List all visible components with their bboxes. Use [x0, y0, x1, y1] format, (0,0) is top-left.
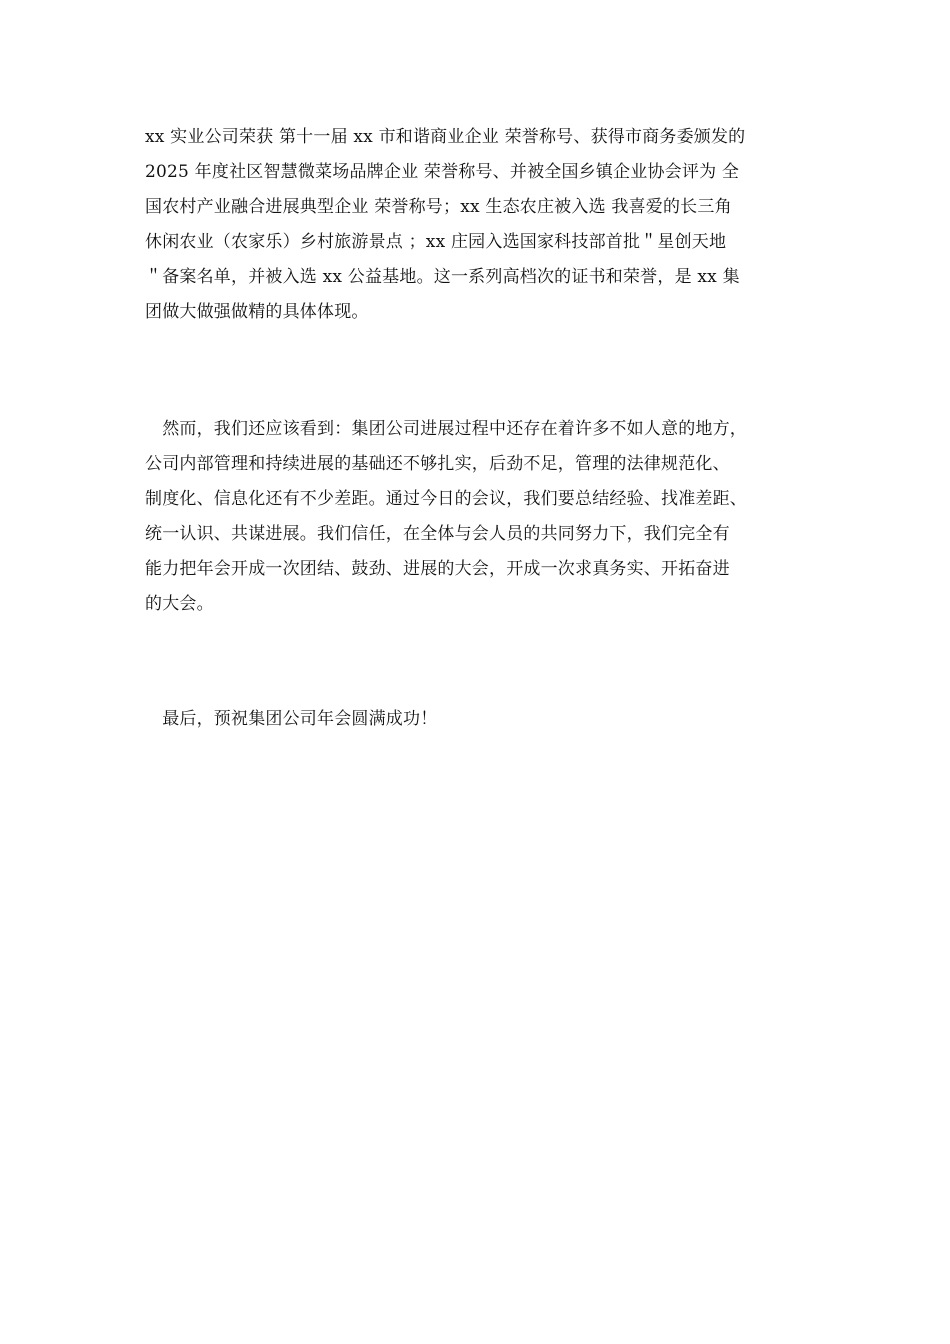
paragraph-shortcomings: [145, 412, 815, 622]
text-line: 团做大做强做精的具体体现。: [145, 302, 369, 322]
text-line: xx 实业公司荣获 第十一届 xx 市和谐商业企业 荣誉称号、获得市商务委颁发的: [145, 127, 746, 147]
text-line: 然而，我们还应该看到：集团公司进展过程中还存在着许多不如人意的地方，: [145, 419, 747, 439]
text-line: 公司内部管理和持续进展的基础还不够扎实，后劲不足，管理的法律规范化、: [145, 454, 730, 474]
text-line: 的大会。: [145, 594, 214, 614]
text-line: 2025 年度社区智慧微菜场品牌企业 荣誉称号、并被全国乡镇企业协会评为 全: [145, 162, 740, 182]
text-line: 能力把年会开成一次团结、鼓劲、进展的大会，开成一次求真务实、开拓奋进: [145, 559, 730, 579]
paragraph-honors: [145, 120, 815, 330]
text-line: 最后，预祝集团公司年会圆满成功！: [145, 709, 438, 729]
text-line: 休闲农业（农家乐）乡村旅游景点 ；xx 庄园入选国家科技部首批＂星创天地: [145, 232, 727, 252]
text-line: 国农村产业融合进展典型企业 荣誉称号；xx 生态农庄被入选 我喜爱的长三角: [145, 197, 732, 217]
text-line: 统一认识、共谋进展。我们信任，在全体与会人员的共同努力下，我们完全有: [145, 524, 730, 544]
text-line: 制度化、信息化还有不少差距。通过今日的会议，我们要总结经验、找准差距、: [145, 489, 747, 509]
text-line: ＂备案名单，并被入选 xx 公益基地。这一系列高档次的证书和荣誉，是 xx 集: [145, 267, 740, 287]
paragraph-closing: [145, 702, 815, 737]
